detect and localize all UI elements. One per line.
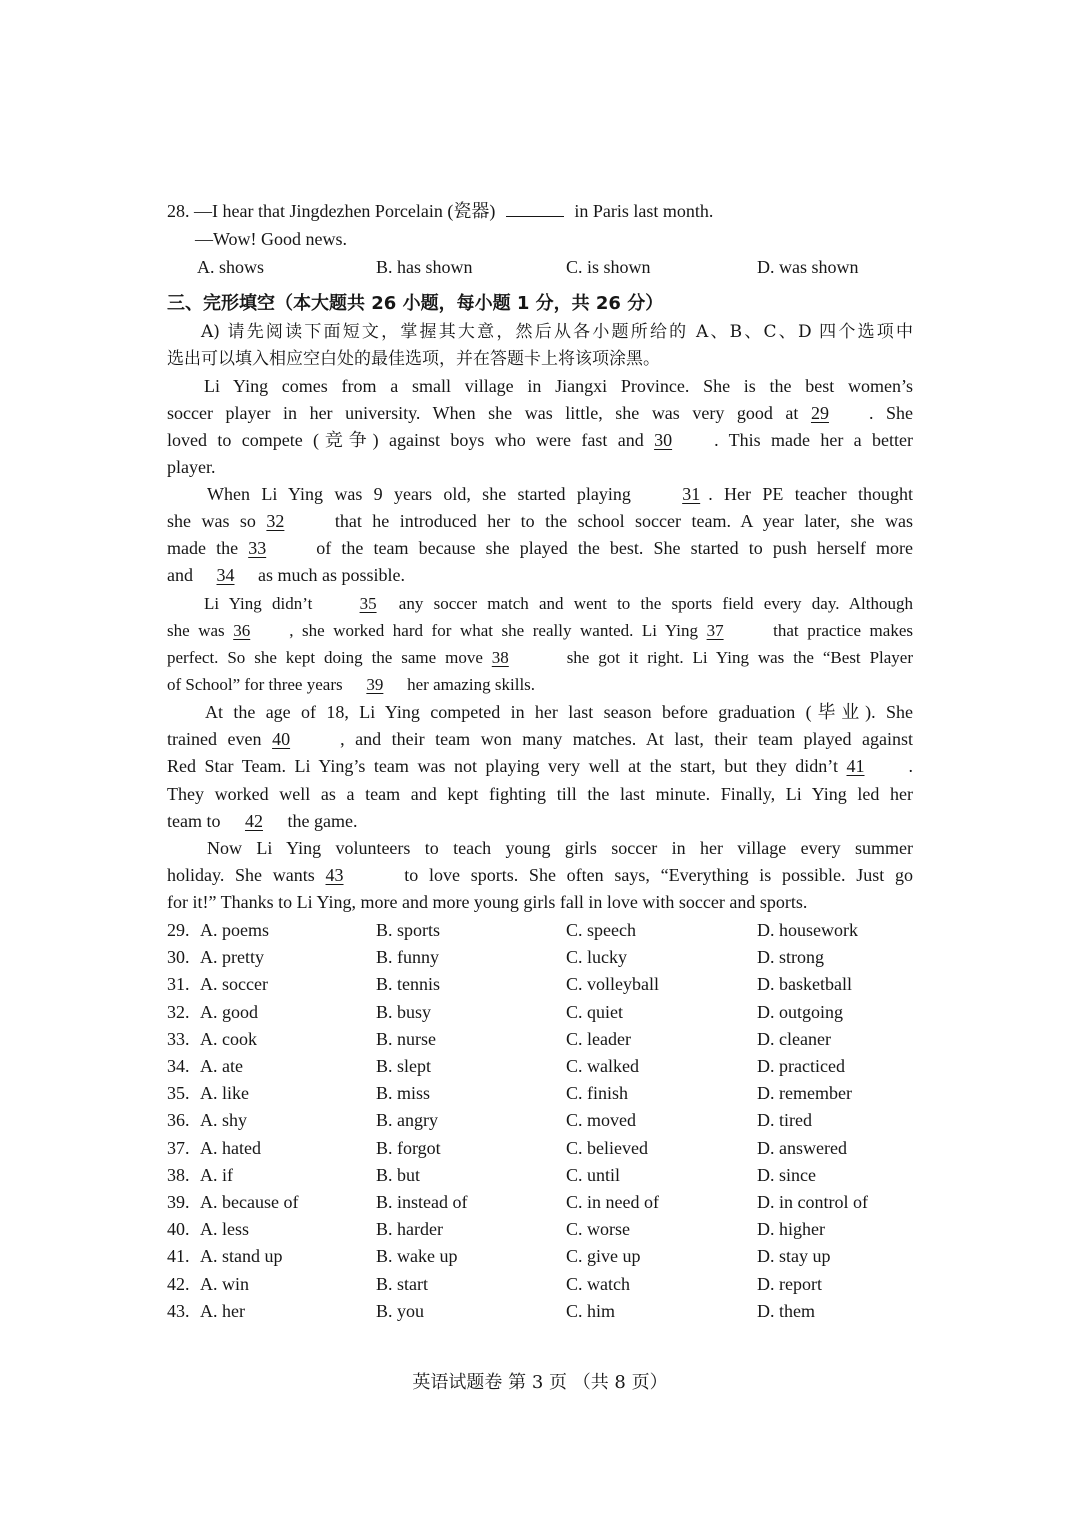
passage-line: When Li Ying was 9 years old, she started playing 31 . Her PE teacher thought [167,481,913,508]
passage-line: trained even 40 , and their team won many matches. At last, their team played against [167,726,913,753]
blank-38: 38 [491,648,509,667]
option-a: A. ate [200,1056,243,1076]
option-a: A. good [200,1001,258,1022]
option-a: A. stand up [200,1246,283,1267]
question-row [167,1162,913,1189]
passage-line: loved to compete (竞争) against boys who were fast and 30 . This made her a better [167,427,913,454]
blank-39: 39 [366,675,384,694]
blank-34: 34 [216,565,235,585]
question-28-options [197,254,913,281]
option-c: C. volleyball [566,974,659,995]
q28-stem-part2: in Paris last month. [574,201,714,221]
question-row [167,999,913,1026]
option-b: B. harder [376,1219,443,1240]
question-number: 42. [167,1273,190,1294]
option-a: A. hated [200,1137,261,1158]
passage-line: perfect. So she kept doing the same move 38 she got it right. Li Ying was the “Best Player [167,644,913,671]
question-number: 30. [167,947,190,968]
option-d: D. practiced [757,1056,845,1076]
option-d: D. cleaner [757,1028,831,1049]
section-instruction-line2: 选出可以填入相应空白处的最佳选项，并在答题卡上将该项涂黑。 [167,349,660,369]
passage-line: holiday. She wants 43 to love sports. She often says, “Everything is possible. Just go [167,862,913,889]
option-c: C. believed [566,1137,648,1158]
question-number: 40. [167,1219,190,1240]
option-b: B. instead of [376,1192,468,1212]
passage-line: of School” for three years 39 her amazing skills. [167,671,913,698]
blank-30: 30 [654,430,673,450]
option-c: C. walked [566,1056,639,1076]
passage-line: player. [167,457,216,477]
option-c: C. in need of [566,1192,659,1212]
option-d: D. them [757,1300,815,1321]
question-number: 39. [167,1192,190,1212]
question-row [167,917,913,944]
option-c: C. worse [566,1219,630,1240]
passage-line: Red Star Team. Li Ying’s team was not playing very well at the start, but they didn’t 41 . [167,753,913,780]
option-a: A. shy [200,1110,248,1131]
passage-line: she was so 32 that he introduced her to the school soccer team. A year later, she was [167,508,913,535]
option-c: C. give up [566,1246,641,1267]
option-d: D. in control of [757,1192,868,1212]
question-number: 33. [167,1028,190,1049]
option-b: B. wake up [376,1246,458,1267]
option-a: A. soccer [200,974,268,995]
option-c: C. speech [566,920,636,940]
option-c: C. until [566,1164,621,1185]
passage-line: for it!” Thanks to Li Ying, more and more young girls fall in love with soccer and sports. [167,892,808,912]
option-c: C. quiet [566,1001,623,1022]
question-number: 35. [167,1083,190,1104]
passage-line: Li Ying didn’t 35 any soccer match and went to the sports field every day. Although [167,590,913,617]
option-c: C. finish [566,1083,629,1104]
option-b: B. angry [376,1110,438,1131]
blank-29: 29 [810,403,829,423]
passage-line: she was 36 , she worked hard for what she really wanted. Li Ying 37 that practice makes [167,617,913,644]
passage-line: Li Ying comes from a small village in Jiangxi Province. She is the best women’s [204,376,913,396]
q28-option-a: A. shows [197,257,265,277]
option-c: C. him [566,1300,616,1321]
q28-option-d: D. was shown [757,257,859,277]
option-b: B. but [376,1164,421,1185]
option-d: D. housework [757,920,858,940]
option-d: D. basketball [757,974,852,995]
option-b: B. nurse [376,1028,436,1049]
q28-stem-part1: 28. —I hear that Jingdezhen Porcelain (瓷器) [167,201,496,221]
option-b: B. slept [376,1056,432,1076]
passage-line: They worked well as a team and kept fighting till the last minute. Finally, Li Ying led her [167,784,913,804]
question-number: 31. [167,974,190,995]
question-row [167,1107,913,1134]
passage-line: soccer player in her university. When she was little, she was very good at 29 . She [167,400,913,427]
question-number: 34. [167,1056,190,1076]
question-row [167,944,913,971]
blank-31: 31 [682,484,701,504]
option-a: A. poems [200,920,269,940]
blank-32: 32 [266,511,285,531]
question-row [167,971,913,998]
question-row [167,1298,913,1325]
option-a: A. win [200,1273,249,1294]
option-c: C. watch [566,1273,630,1294]
option-d: D. since [757,1164,816,1185]
question-number: 41. [167,1246,190,1267]
question-number: 36. [167,1110,190,1131]
blank-42: 42 [244,811,263,831]
option-b: B. tennis [376,974,441,995]
option-d: D. strong [757,947,824,968]
question-28-stem [167,198,913,225]
question-row [167,1216,913,1243]
passage-line: Now Li Ying volunteers to teach young girls soccer in her village every summer [207,838,913,858]
question-number: 38. [167,1164,190,1185]
option-a: A. less [200,1219,249,1240]
blank-43: 43 [325,865,344,885]
question-row [167,1135,913,1162]
question-number: 32. [167,1001,190,1022]
blank-35: 35 [359,594,377,613]
question-row [167,1080,913,1107]
page-footer: 英语试题卷 第 3 页 （共 8 页） [412,1372,668,1393]
question-row [167,1189,913,1216]
option-b: B. busy [376,1001,432,1022]
blank-36: 36 [233,621,251,640]
option-a: A. because of [200,1192,299,1212]
option-d: D. remember [757,1083,852,1104]
option-c: C. moved [566,1110,636,1131]
question-number: 43. [167,1300,190,1321]
option-b: B. funny [376,947,439,968]
section-title: 三、完形填空（本大题共 26 小题，每小题 1 分，共 26 分） [167,293,664,314]
question-number: 37. [167,1137,190,1158]
q28-option-c: C. is shown [566,257,651,277]
question-row [167,1271,913,1298]
option-a: A. like [200,1083,249,1104]
passage-line: At the age of 18, Li Ying competed in her last season before graduation (毕业). She [205,702,913,722]
option-a: A. her [200,1300,245,1321]
passage-line: made the 33 of the team because she played the best. She started to push herself more [167,535,913,562]
option-a: A. if [200,1164,233,1185]
option-a: A. pretty [200,947,264,968]
question-28-reply: —Wow! Good news. [195,229,348,249]
blank-41: 41 [846,756,865,776]
q28-blank [506,200,564,217]
option-d: D. outgoing [757,1001,844,1022]
blank-37: 37 [706,621,724,640]
option-d: D. higher [757,1219,825,1240]
option-c: C. lucky [566,947,627,968]
option-b: B. start [376,1273,428,1294]
blank-40: 40 [272,729,291,749]
option-b: B. sports [376,920,441,940]
question-row [167,1053,913,1080]
passage-line: and 34 as much as possible. [167,562,913,589]
option-b: B. miss [376,1083,431,1104]
option-b: B. you [376,1300,425,1321]
option-d: D. stay up [757,1246,831,1267]
question-row [167,1243,913,1270]
option-c: C. leader [566,1028,631,1049]
passage-line: team to 42 the game. [167,808,913,835]
question-number: 29. [167,920,190,940]
question-row [167,1026,913,1053]
option-d: D. answered [757,1137,847,1158]
option-d: D. report [757,1273,822,1294]
section-instruction-line1: A) 请先阅读下面短文，掌握其大意，然后从各小题所给的 A、B、C、D 四个选项中 [201,322,913,342]
option-b: B. forgot [376,1137,441,1158]
blank-33: 33 [248,538,267,558]
q28-option-b: B. has shown [376,257,473,277]
option-d: D. tired [757,1110,812,1131]
option-a: A. cook [200,1028,257,1049]
